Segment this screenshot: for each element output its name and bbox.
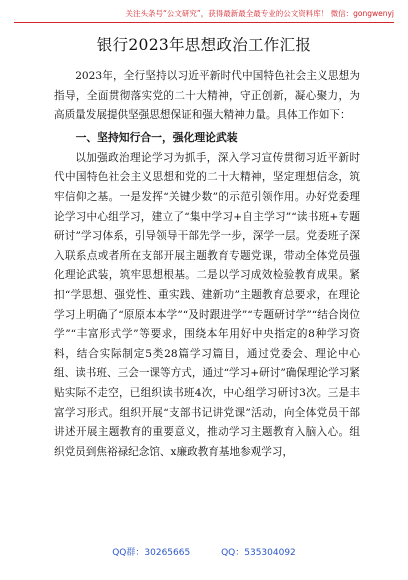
document-body — [54, 67, 360, 462]
section-heading: 一、坚持知行合一，强化理论武装 — [75, 130, 238, 144]
intro-paragraph: 2023年，全行坚持以习近平新时代中国特色社会主义思想为指导，全面贯彻落实党的二十大精神，守正创新，凝心聚力，为高质量发展提供坚强思想保证和强大精神力量。具体工作如下： — [54, 70, 360, 122]
footer-contact — [0, 545, 408, 558]
footer-qq: QQ：535304092 — [221, 548, 296, 558]
header-promo-note: 关注头条号“公文研究”，获得最新最全最专业的公文资料库！ 微信：gongwenyj — [125, 9, 394, 18]
document-title: 银行2023年思想政治工作汇报 — [96, 36, 312, 54]
footer-qq-group: QQ群：30265665 — [112, 548, 191, 558]
header-divider — [14, 22, 394, 23]
section-paragraph: 以加强政治理论学习为抓手，深入学习宣传贯彻习近平新时代中国特色社会主义思想和党的二十大精神，坚定理想信念，筑牢信仰之基。一是发挥“关键少数”的示范引领作用。办好党委理论学习中心组学习，建立了“集中学习+自主学习”“读书班+专题研讨”学习体系，引导领导干部先学一步，深学一层。党委班子深入联系点或者所在支部开展主题教育专题党课，带动全体党员强化理论武装，筑牢思想根基。二是以学习成效检验教育成果。紧扣“学思想、强党性、重实践、建新功”主题教育总要求，在理论学习上明确了“原原本本学”“及时跟进学”“专题研讨学”“结合岗位学”“丰富形式学”等要求，围绕本年用好中央指定的8种学习资料，结合实际制定5类28篇学习篇目，通过党委会、理论中心组、读书班、三会一课等方式，通过“学习+研讨”确保理论学习紧贴实际不走空，已组织读书班4次，中心组学习研讨3次。三是丰富学习形式。组织开展“支部书记讲党课”活动，向全体党员干部讲述开展主题教育的重要意义，推动学习主题教育入脑入心。组织党员到焦裕禄纪念馆、x廉政教育基地参观学习， — [54, 151, 360, 458]
